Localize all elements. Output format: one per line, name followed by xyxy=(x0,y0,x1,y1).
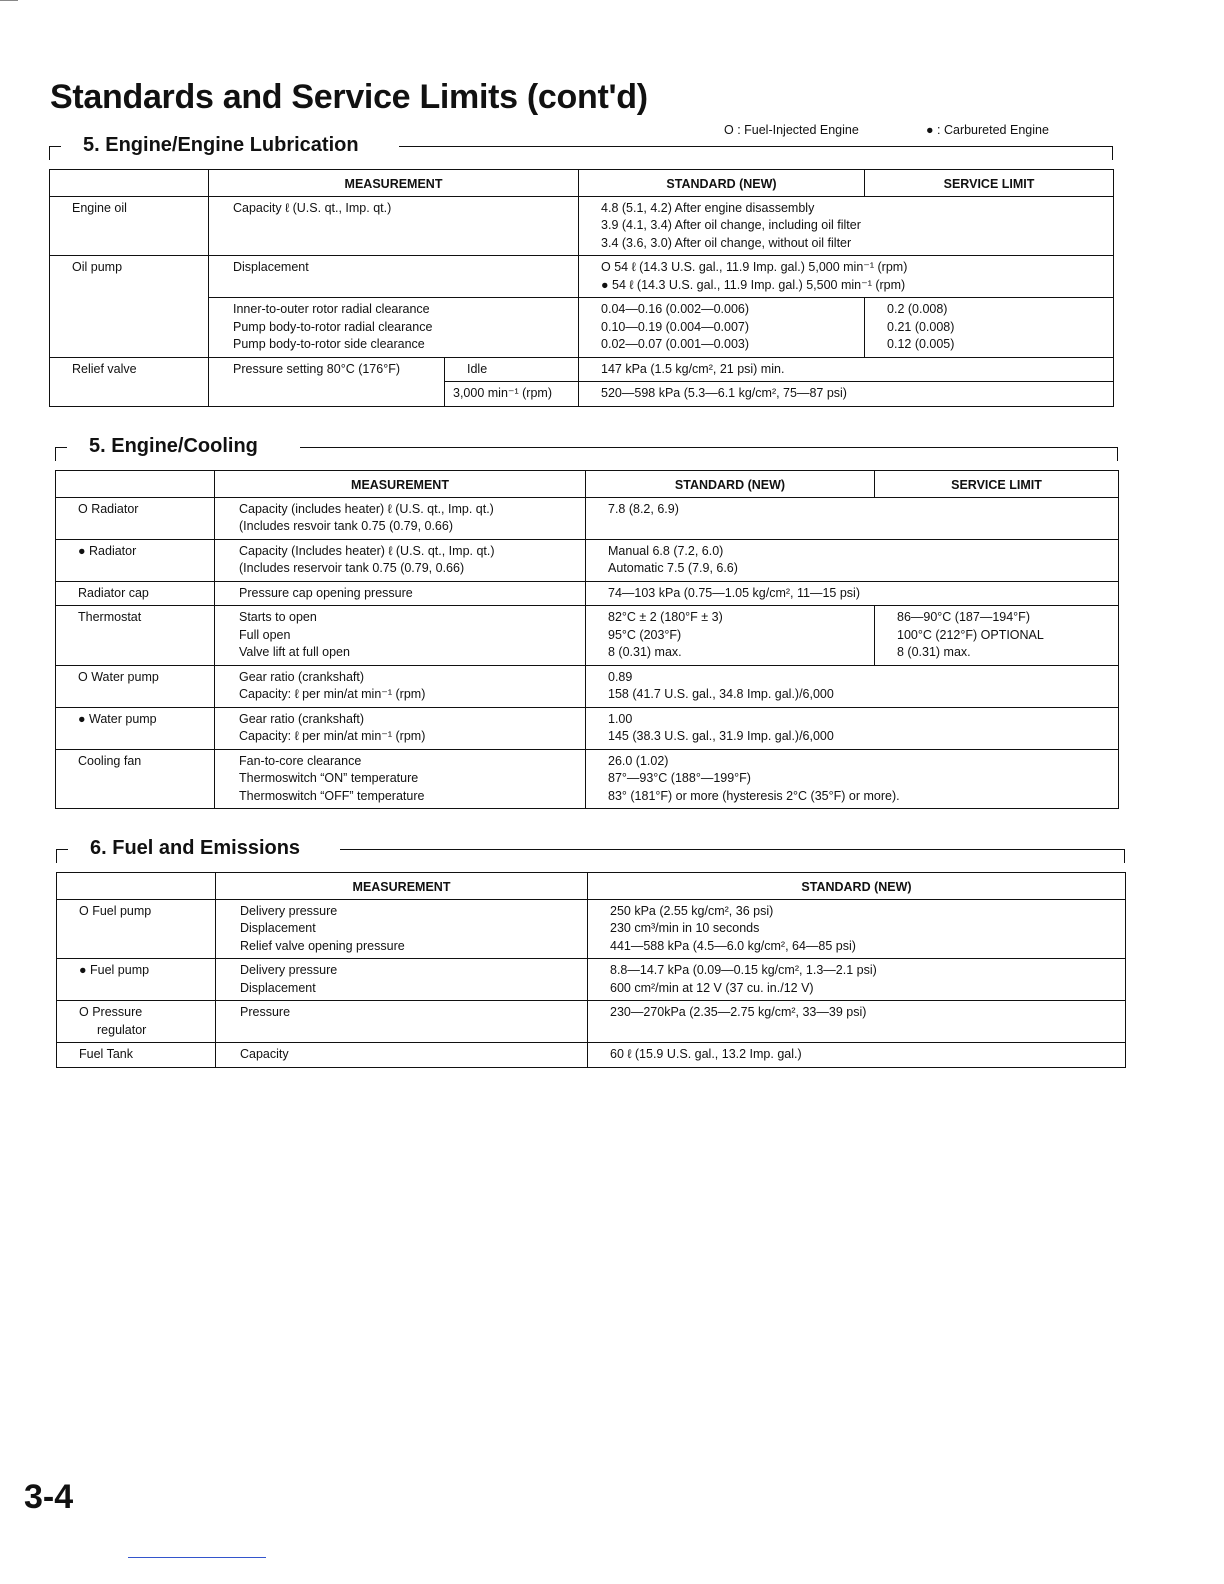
item-cooling-fan: Cooling fan xyxy=(56,749,215,809)
item-fi-water-pump: O Water pump xyxy=(56,665,215,707)
item-carb-radiator: ● Radiator xyxy=(56,539,215,581)
measurement-cell: Capacity xyxy=(216,1043,588,1068)
standard-cell: 4.8 (5.1, 4.2) After engine disassembly 3.9 (4.1, 3.4) After oil change, including oil filter 3.4 (3.6, 3.0) After oil change, without oil filter xyxy=(579,196,1114,256)
table-header-row xyxy=(50,170,1114,197)
item-pressure-regulator: O Pressure regulator xyxy=(57,1001,216,1043)
table-row xyxy=(56,539,1119,581)
item-carb-fuel-pump: ● Fuel pump xyxy=(57,959,216,1001)
measurement-cell: Capacity ℓ (U.S. qt., Imp. qt.) xyxy=(209,196,579,256)
page-title: Standards and Service Limits (cont'd) xyxy=(50,78,648,116)
item-thermostat: Thermostat xyxy=(56,606,215,666)
standard-cell: 0.04—0.16 (0.002—0.006) 0.10—0.19 (0.004—0.007) 0.02—0.07 (0.001—0.003) xyxy=(579,298,865,358)
measurement-cell: Gear ratio (crankshaft) Capacity: ℓ per min/at min⁻¹ (rpm) xyxy=(215,665,586,707)
table-row xyxy=(57,899,1126,959)
page-top-mark xyxy=(0,0,18,1)
standard-cell: O 54 ℓ (14.3 U.S. gal., 11.9 Imp. gal.) 5,000 min⁻¹ (rpm) ● 54 ℓ (14.3 U.S. gal., 11.9 Imp. gal.) 5,500 min⁻¹ (rpm) xyxy=(579,256,1114,298)
lubrication-section-header xyxy=(49,134,1113,158)
cooling-table xyxy=(55,470,1119,809)
table-row xyxy=(50,196,1114,256)
table-row xyxy=(56,581,1119,606)
measurement-cell: Pressure cap opening pressure xyxy=(215,581,586,606)
table-row xyxy=(57,1001,1126,1043)
table-header-row xyxy=(57,873,1126,900)
standard-cell: 0.89 158 (41.7 U.S. gal., 34.8 Imp. gal.)/6,000 xyxy=(586,665,1119,707)
standard-cell: 82°C ± 2 (180°F ± 3) 95°C (203°F) 8 (0.31) max. xyxy=(586,606,875,666)
table-row xyxy=(56,749,1119,809)
table-row xyxy=(56,665,1119,707)
item-engine-oil: Engine oil xyxy=(50,196,209,256)
measurement-cell: Delivery pressure Displacement Relief valve opening pressure xyxy=(216,899,588,959)
measurement-cell: Capacity (Includes heater) ℓ (U.S. qt., Imp. qt.) (Includes reservoir tank 0.75 (0.79, 0.66) xyxy=(215,539,586,581)
measurement-cell: Capacity (includes heater) ℓ (U.S. qt., Imp. qt.) (Includes resvoir tank 0.75 (0.79, 0.66) xyxy=(215,497,586,539)
item-fi-fuel-pump: O Fuel pump xyxy=(57,899,216,959)
fuel-section-header xyxy=(56,837,1125,861)
header-service-limit: SERVICE LIMIT xyxy=(865,170,1114,197)
cooling-heading: 5. Engine/Cooling xyxy=(89,435,268,458)
item-fi-radiator: O Radiator xyxy=(56,497,215,539)
cooling-section-header xyxy=(55,435,1118,459)
legend-carbureted: ● : Carbureted Engine xyxy=(926,123,1049,137)
measurement-cell: Displacement xyxy=(209,256,579,298)
item-oil-pump: Oil pump xyxy=(50,256,209,358)
table-row xyxy=(56,707,1119,749)
header-measurement: MEASUREMENT xyxy=(216,873,588,900)
header-measurement: MEASUREMENT xyxy=(215,471,586,498)
standard-cell: 230—270kPa (2.35—2.75 kg/cm², 33—39 psi) xyxy=(588,1001,1126,1043)
standard-cell: 60 ℓ (15.9 U.S. gal., 13.2 Imp. gal.) xyxy=(588,1043,1126,1068)
table-row xyxy=(56,606,1119,666)
standard-cell: 8.8—14.7 kPa (0.09—0.15 kg/cm², 1.3—2.1 psi) 600 cm²/min at 12 V (37 cu. in./12 V) xyxy=(588,959,1126,1001)
header-standard: STANDARD (NEW) xyxy=(579,170,865,197)
table-row xyxy=(50,298,1114,358)
table-header-row xyxy=(56,471,1119,498)
standard-cell: 520—598 kPa (5.3—6.1 kg/cm², 75—87 psi) xyxy=(579,382,1114,407)
header-measurement: MEASUREMENT xyxy=(209,170,579,197)
lubrication-heading: 5. Engine/Engine Lubrication xyxy=(83,134,369,157)
condition-rpm: 3,000 min⁻¹ (rpm) xyxy=(445,382,579,407)
item-carb-water-pump: ● Water pump xyxy=(56,707,215,749)
standard-cell: 26.0 (1.02) 87°—93°C (188°—199°F) 83° (181°F) or more (hysteresis 2°C (35°F) or more). xyxy=(586,749,1119,809)
item-fuel-tank: Fuel Tank xyxy=(57,1043,216,1068)
item-relief-valve: Relief valve xyxy=(50,357,209,406)
header-service-limit: SERVICE LIMIT xyxy=(875,471,1119,498)
measurement-cell: Inner-to-outer rotor radial clearance Pump body-to-rotor radial clearance Pump body-to-rotor side clearance xyxy=(209,298,579,358)
table-row xyxy=(56,497,1119,539)
measurement-cell: Starts to open Full open Valve lift at full open xyxy=(215,606,586,666)
legend-fuel-injected: O : Fuel-Injected Engine xyxy=(724,123,859,137)
table-row xyxy=(50,357,1114,382)
condition-idle: Idle xyxy=(445,357,579,382)
lubrication-table xyxy=(49,169,1114,407)
measurement-cell: Pressure setting 80°C (176°F) xyxy=(209,357,445,406)
measurement-cell: Fan-to-core clearance Thermoswitch “ON” temperature Thermoswitch “OFF” temperature xyxy=(215,749,586,809)
fuel-table xyxy=(56,872,1126,1068)
footer-rule xyxy=(128,1557,266,1558)
measurement-cell: Gear ratio (crankshaft) Capacity: ℓ per min/at min⁻¹ (rpm) xyxy=(215,707,586,749)
standard-cell: 250 kPa (2.55 kg/cm², 36 psi) 230 cm³/min in 10 seconds 441—588 kPa (4.5—6.0 kg/cm², 64—85 psi) xyxy=(588,899,1126,959)
service-limit-cell: 0.2 (0.008) 0.21 (0.008) 0.12 (0.005) xyxy=(865,298,1114,358)
measurement-cell: Pressure xyxy=(216,1001,588,1043)
page-number: 3-4 xyxy=(24,1478,74,1516)
fuel-heading: 6. Fuel and Emissions xyxy=(90,837,310,860)
table-row xyxy=(57,1043,1126,1068)
standard-cell: 74—103 kPa (0.75—1.05 kg/cm², 11—15 psi) xyxy=(586,581,1119,606)
standard-cell: 147 kPa (1.5 kg/cm², 21 psi) min. xyxy=(579,357,1114,382)
service-limit-cell: 86—90°C (187—194°F) 100°C (212°F) OPTIONAL 8 (0.31) max. xyxy=(875,606,1119,666)
measurement-cell: Delivery pressure Displacement xyxy=(216,959,588,1001)
header-standard: STANDARD (NEW) xyxy=(588,873,1126,900)
item-radiator-cap: Radiator cap xyxy=(56,581,215,606)
standard-cell: 7.8 (8.2, 6.9) xyxy=(586,497,1119,539)
table-row xyxy=(50,256,1114,298)
standard-cell: Manual 6.8 (7.2, 6.0) Automatic 7.5 (7.9, 6.6) xyxy=(586,539,1119,581)
standard-cell: 1.00 145 (38.3 U.S. gal., 31.9 Imp. gal.)/6,000 xyxy=(586,707,1119,749)
table-row xyxy=(57,959,1126,1001)
header-standard: STANDARD (NEW) xyxy=(586,471,875,498)
